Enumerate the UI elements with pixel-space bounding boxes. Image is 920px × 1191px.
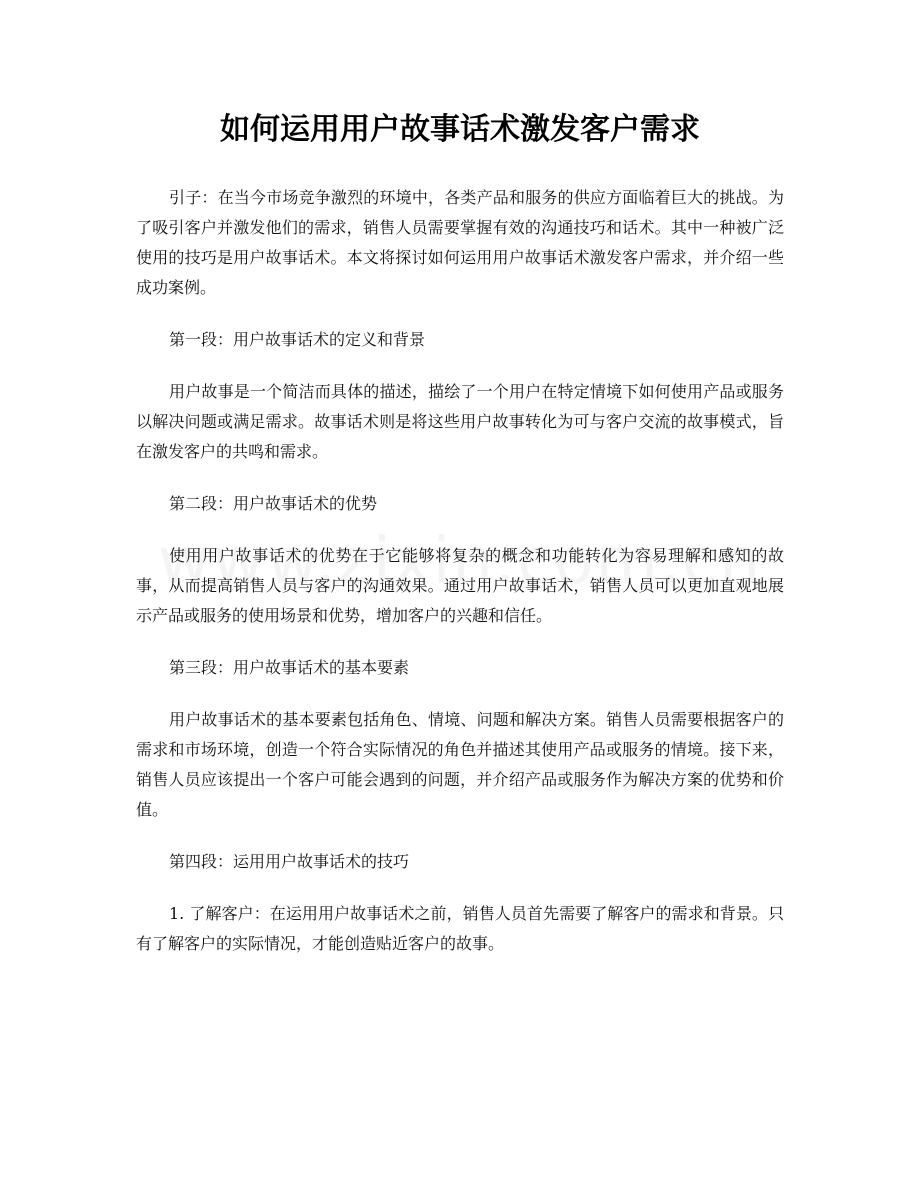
intro-paragraph: 引子：在当今市场竞争激烈的环境中，各类产品和服务的供应方面临着巨大的挑战。为了吸引客户并激发他们的需求，销售人员需要掌握有效的沟通技巧和话术。其中一种被广泛使用的技巧是用户故事话术。本文将探讨如何运用用户故事话术激发客户需求，并介绍一些成功案例。	[136, 188, 784, 297]
list-item: 1. 了解客户：在运用用户故事话术之前，销售人员首先需要了解客户的需求和背景。只有了解客户的实际情况，才能创造贴近客户的故事。	[136, 904, 784, 953]
document-body	[136, 183, 784, 981]
document-title: 如何运用用户故事话术激发客户需求	[220, 112, 700, 147]
section-paragraph-2: 使用用户故事话术的优势在于它能够将复杂的概念和功能转化为容易理解和感知的故事，从而提高销售人员与客户的沟通效果。通过用户故事话术，销售人员可以更加直观地展示产品或服务的使用场景和优势，增加客户的兴趣和信任。	[136, 546, 784, 625]
section-heading-4: 第四段：运用用户故事话术的技巧	[169, 852, 410, 871]
section-paragraph-1: 用户故事是一个简洁而具体的描述，描绘了一个用户在特定情境下如何使用产品或服务以解决问题或满足需求。故事话术则是将这些用户故事转化为可与客户交流的故事模式，旨在激发客户的共鸣和需求。	[136, 382, 784, 461]
section-heading-3: 第三段：用户故事话术的基本要素	[169, 658, 410, 677]
section-heading-1: 第一段：用户故事话术的定义和背景	[169, 330, 426, 349]
section-heading-2: 第二段：用户故事话术的优势	[169, 494, 378, 513]
section-paragraph-3: 用户故事话术的基本要素包括角色、情境、问题和解决方案。销售人员需要根据客户的需求和市场环境，创造一个符合实际情况的角色并描述其使用产品或服务的情境。接下来，销售人员应该提出一个客户可能会遇到的问题，并介绍产品或服务作为解决方案的优势和价值。	[136, 710, 784, 819]
